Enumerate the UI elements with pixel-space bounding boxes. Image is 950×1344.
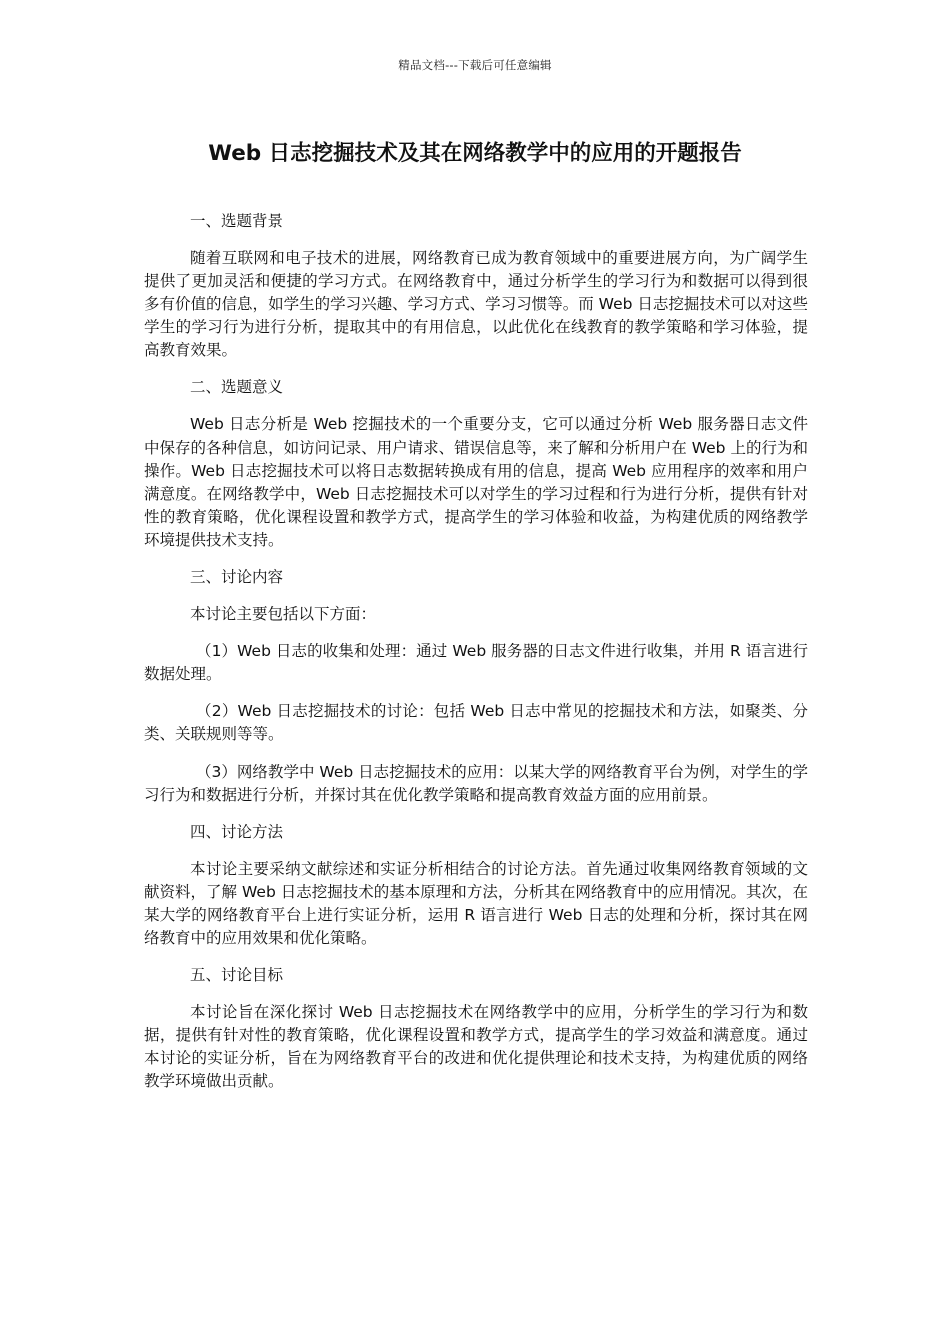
document-body (144, 210, 808, 1107)
paragraph-goal: 本讨论旨在深化探讨 Web 日志挖掘技术在网络教学中的应用，分析学生的学习行为和数据，提供有针对性的教育策略，优化课程设置和教学方式，提高学生的学习效益和满意度。通过本讨论的实证分析，旨在为网络教育平台的改进和优化提供理论和技术支持，为构建优质的网络教学环境做出贡献。 (144, 1003, 808, 1091)
paragraph-method: 本讨论主要采纳文献综述和实证分析相结合的讨论方法。首先通过收集网络教育领域的文献资料，了解 Web 日志挖掘技术的基本原理和方法，分析其在网络教育中的应用情况。其次，在某大学的网络教育平台上进行实证分析，运用 R 语言进行 Web 日志的处理和分析，探讨其在网络教育中的应用效果和优化策略。 (144, 859, 808, 947)
document-title: Web 日志挖掘技术及其在网络教学中的应用的开题报告 (208, 141, 742, 166)
section-heading-goal: 五、讨论目标 (190, 966, 284, 985)
list-item-content-3: （3）网络教学中 Web 日志挖掘技术的应用：以某大学的网络教育平台为例，对学生的学习行为和数据进行分析，并探讨其在优化教学策略和提高教育效益方面的应用前景。 (144, 762, 808, 804)
section-heading-method: 四、讨论方法 (190, 822, 284, 841)
paragraph-content-intro: 本讨论主要包括以下方面： (190, 605, 377, 624)
paragraph-background: 随着互联网和电子技术的进展，网络教育已成为教育领域中的重要进展方向，为广阔学生提供了更加灵活和便捷的学习方式。在网络教育中，通过分析学生的学习行为和数据可以得到很多有价值的信息，如学生的学习兴趣、学习方式、学习习惯等。而 Web 日志挖掘技术可以对这些学生的学习行为进行分析，提取其中的有用信息，以此优化在线教育的教学策略和学习体验，提高教育效果。 (144, 249, 808, 360)
section-heading-background: 一、选题背景 (190, 212, 284, 230)
list-item-content-1: （1）Web 日志的收集和处理：通过 Web 服务器的日志文件进行收集，并用 R 语言进行数据处理。 (144, 642, 808, 684)
page-header: 精品文档---下载后可任意编辑 (398, 58, 552, 72)
paragraph-significance: Web 日志分析是 Web 挖掘技术的一个重要分支，它可以通过分析 Web 服务器日志文件中保存的各种信息，如访问记录、用户请求、错误信息等，来了解和分析用户在 Web 上的行为和操作。Web 日志挖掘技术可以将日志数据转换成有用的信息，提高 Web 应用程序的效率和用户满意度。在网络教学中，Web 日志挖掘技术可以对学生的学习过程和行为进行分析，提供有针对性的教育策略，优化课程设置和教学方式，提高学生的学习体验和收益，为构建优质的网络教学环境提供技术支持。 (144, 415, 808, 549)
list-item-content-2: （2）Web 日志挖掘技术的讨论：包括 Web 日志中常见的挖掘技术和方法，如聚类、分类、关联规则等等。 (144, 702, 808, 744)
section-heading-content: 三、讨论内容 (190, 568, 284, 587)
section-heading-significance: 二、选题意义 (190, 378, 284, 397)
